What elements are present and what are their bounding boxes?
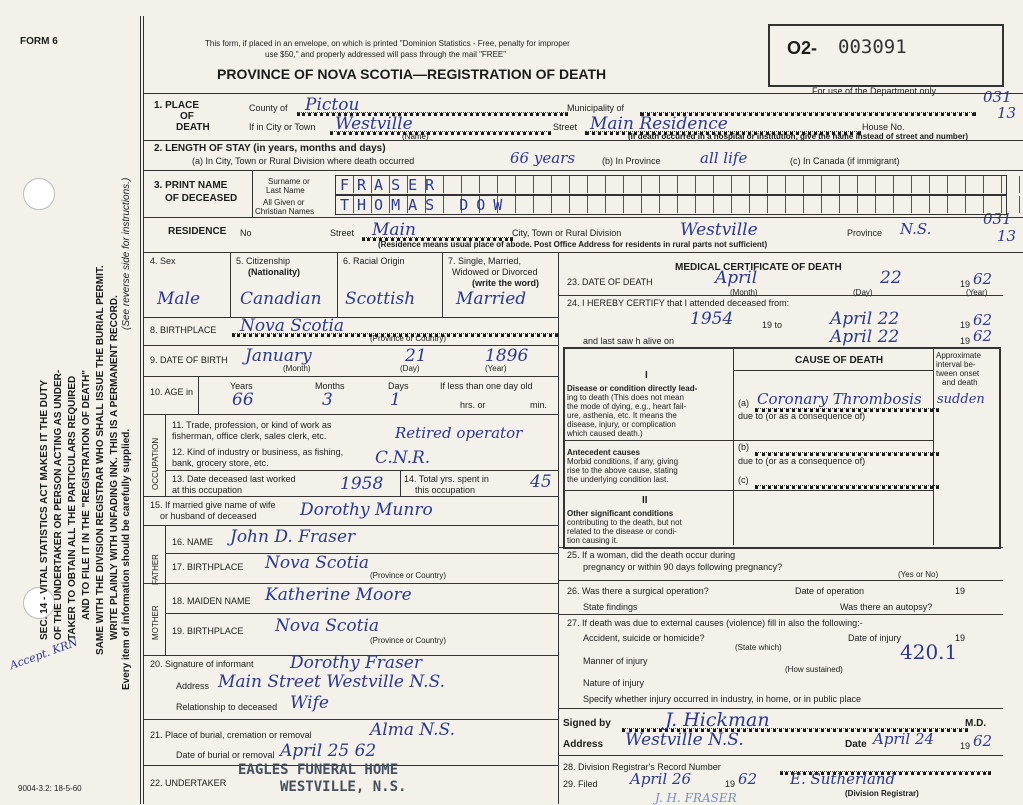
marital-label: 7. Single, Married,	[448, 256, 522, 266]
divider	[252, 170, 253, 217]
less-day-label: If less than one day old	[440, 381, 533, 391]
interval-a-value: sudden	[937, 392, 985, 407]
operation-date-label: Date of operation	[795, 586, 865, 596]
physician-address-label: Address	[563, 739, 604, 750]
physician-signature: J. Hickman	[665, 709, 770, 731]
sidebar-line-3: TAKER TO OBTAIN ALL THE PARTICULARS REQUIRED	[67, 375, 78, 640]
undertaker-label: 22. UNDERTAKER	[150, 778, 227, 788]
informant-address-label: Address	[176, 681, 210, 691]
father-name-value: John D. Fraser	[230, 527, 356, 547]
last-saw-year-prefix: 19	[960, 336, 971, 346]
other-label-3: related to the disease or condi-	[567, 527, 677, 536]
given-name-value: THOMAS DOW	[340, 196, 511, 214]
dob-day: 21	[405, 346, 427, 366]
burial-place-label: 21. Place of burial, cremation or removal	[150, 730, 312, 740]
interval-label-2: interval be-	[936, 360, 976, 369]
divider	[565, 490, 933, 491]
manner-label: Manner of injury	[583, 656, 648, 666]
certify-label: 24. I HEREBY CERTIFY that I attended deceased from:	[567, 298, 790, 308]
birthplace-label: 8. BIRTHPLACE	[150, 325, 217, 335]
birthplace-sub: (Province or Country)	[370, 334, 447, 343]
sidebar-line-2: OF THE UNDERTAKER OR PERSON ACTING AS UNDER-	[53, 369, 64, 640]
dod-year-prefix: 19	[960, 279, 971, 289]
divider	[143, 719, 558, 720]
relationship-label: Relationship to deceased	[176, 702, 278, 712]
external-label: 27. If death was due to external causes (violence) fill in also the following:-	[567, 618, 863, 628]
citizenship-label: 5. Citizenship	[236, 256, 291, 266]
dob-month-sub: (Month)	[283, 364, 311, 373]
antecedent-label-3: rise to the above cause, stating	[567, 466, 678, 475]
sidebar-line-6: WRITE PLAINLY WITH UNFADING INK. THIS IS A PERMANENT RECORD.	[109, 295, 120, 640]
stay-label: 2. LENGTH OF STAY (in years, months and days)	[154, 143, 386, 154]
divider	[143, 525, 558, 526]
burial-date-label: Date of burial or removal	[176, 750, 275, 760]
total-years-label-1: 14. Total yrs. spent in	[404, 474, 489, 484]
how-sustained-hint: (How sustained)	[785, 665, 843, 674]
last-worked-label-1: 13. Date deceased last worked	[172, 474, 296, 484]
residence-province-label: Province	[847, 228, 883, 238]
mother-birthplace-sub: (Province or Country)	[370, 636, 447, 645]
classification-code: 420.1	[900, 640, 958, 664]
residence-note: (Residence means usual place of abode. Post Office Address for residents in rural parts not sufficient)	[378, 240, 768, 249]
house-label: House No.	[862, 122, 905, 132]
funeral-home-stamp-1: EAGLES FUNERAL HOME	[238, 762, 399, 778]
disease-label-6: which caused death.)	[567, 429, 643, 438]
divider	[143, 217, 1023, 218]
findings-label: State findings	[583, 602, 638, 612]
filed-label: 29. Filed	[563, 779, 598, 789]
surname-value: FRASER	[340, 176, 443, 194]
informant-address-value: Main Street Westville N.S.	[218, 672, 446, 692]
surname-label: Surname or	[268, 177, 310, 186]
funeral-home-stamp-2: WESTVILLE, N.S.	[280, 779, 407, 795]
citizenship-value: Canadian	[240, 289, 322, 309]
interval-label-3: tween onset	[936, 369, 980, 378]
due-to-label-2: due to (or as a consequence of)	[738, 456, 866, 466]
attended-to-label: 19 to	[762, 320, 783, 330]
print-name-label-2: OF DECEASED	[165, 193, 238, 204]
age-days-label: Days	[388, 381, 409, 391]
age-years-value: 66	[232, 390, 254, 410]
cause-c-line	[755, 485, 939, 489]
physician-date-year: 62	[973, 732, 993, 750]
industry-label-2: bank, grocery store, etc.	[172, 458, 269, 468]
filed-year-prefix: 19	[725, 779, 736, 789]
cause-b-label: (b)	[738, 442, 749, 452]
relationship-value: Wife	[290, 693, 329, 713]
bottom-handwritten-note: J. H. FRASER	[655, 791, 737, 805]
antecedent-label-2: Morbid conditions, if any, giving	[567, 457, 679, 466]
divider	[933, 349, 934, 545]
print-code: 9004-3.2: 18-5-60	[18, 784, 82, 793]
divider	[230, 252, 231, 317]
sidebar-line-7: Every item of information should be carefully supplied.	[121, 428, 132, 690]
last-worked-value: 1958	[340, 474, 384, 494]
age-months-label: Months	[315, 381, 345, 391]
wife-label-1: 15. If married give name of wife	[150, 500, 276, 510]
sex-value: Male	[157, 289, 201, 309]
divider	[198, 376, 199, 414]
mother-maiden-value: Katherine Moore	[265, 585, 412, 605]
city-value: Westville	[335, 114, 413, 134]
stay-city-value: 66 years	[510, 149, 576, 167]
residence-label: RESIDENCE	[168, 226, 227, 237]
hrs-label: hrs. or	[460, 400, 486, 410]
occupation-side-label: OCCUPATION	[151, 437, 160, 490]
city-name-hint: (Name)	[402, 132, 429, 141]
interval-label-4: and death	[942, 378, 978, 387]
divider	[143, 414, 558, 415]
min-label: min.	[530, 400, 548, 410]
cause-a-value: Coronary Thrombosis	[757, 390, 922, 408]
page-title: PROVINCE OF NOVA SCOTIA—REGISTRATION OF DEATH	[217, 66, 607, 82]
divider	[558, 580, 1003, 581]
dod-year-sub: (Year)	[966, 288, 988, 297]
street-label: Street	[553, 122, 578, 132]
registrar-label: (Division Registrar)	[845, 789, 919, 798]
divider	[733, 349, 734, 545]
column-divider	[558, 252, 559, 804]
divider	[565, 440, 933, 441]
stay-city-label: (a) In City, Town or Rural Division where death occurred	[192, 156, 415, 166]
residence-no-label: No	[240, 228, 252, 238]
reg-prefix: O2-	[787, 38, 818, 58]
attended-from: 1954	[690, 309, 734, 329]
age-months-value: 3	[322, 390, 333, 410]
divider	[143, 252, 1023, 253]
interval-label-1: Approximate	[936, 351, 981, 360]
dob-year-sub: (Year)	[485, 364, 507, 373]
total-years-value: 45	[530, 472, 552, 492]
dob-label: 9. DATE OF BIRTH	[150, 355, 228, 365]
age-days-value: 1	[390, 390, 401, 410]
divider	[442, 252, 443, 317]
divider	[165, 613, 558, 614]
industry-label-1: 12. Kind of industry or business, as fishing,	[172, 447, 344, 457]
mother-side-label: MOTHER	[151, 605, 160, 640]
physician-date-value: April 24	[873, 730, 935, 748]
yes-no-hint: (Yes or No)	[898, 570, 939, 579]
divider	[165, 470, 558, 471]
dod-month: April	[715, 268, 758, 288]
trade-label-1: 11. Trade, profession, or kind of work as	[172, 420, 332, 430]
divider	[337, 252, 338, 317]
reg-number: 003091	[838, 36, 907, 58]
signed-by-label: Signed by	[563, 718, 611, 729]
father-name-label: 16. NAME	[172, 537, 214, 547]
woman-label-1: 25. If a woman, did the death occur during	[567, 550, 736, 560]
physician-date-year-prefix: 19	[960, 741, 971, 751]
marital-value: Married	[456, 289, 527, 309]
stay-canada-label: (c) In Canada (if immigrant)	[790, 156, 900, 166]
sex-label: 4. Sex	[150, 256, 176, 266]
department-use-label: For use of the Department only	[812, 86, 937, 96]
place-label-3: DEATH	[176, 122, 210, 133]
divider	[143, 583, 558, 584]
city-label: If in City or Town	[249, 122, 316, 132]
dob-day-sub: (Day)	[400, 364, 420, 373]
md-label: M.D.	[965, 718, 987, 729]
father-birthplace-label: 17. BIRTHPLACE	[172, 562, 244, 572]
last-saw-value: April 22	[830, 327, 900, 347]
dod-day: 22	[880, 268, 902, 288]
place-label-2: OF	[180, 111, 194, 122]
nature-label: Nature of injury	[583, 678, 645, 688]
city-line	[330, 131, 551, 135]
informant-sig-label: 20. Signature of informant	[150, 659, 254, 669]
father-birthplace-sub: (Province or Country)	[370, 571, 447, 580]
stay-province-value: all life	[700, 149, 748, 167]
divider	[558, 614, 1003, 615]
birthplace-value: Nova Scotia	[240, 316, 345, 336]
last-saw-year: 62	[973, 327, 993, 345]
wife-label-2: or husband of deceased	[160, 511, 257, 521]
margin-note: Accept. KRN	[8, 635, 80, 673]
given-name-grid	[335, 195, 1007, 215]
cod-heading: CAUSE OF DEATH	[795, 355, 884, 366]
dept-code-3: 031	[983, 210, 1012, 228]
divider	[143, 140, 1023, 141]
due-to-label-1: due to (or as a consequence of)	[738, 411, 866, 421]
wife-value: Dorothy Munro	[300, 500, 433, 520]
physician-address-value: Westville N.S.	[625, 730, 744, 750]
father-side-label: FATHER	[151, 554, 160, 585]
divider	[558, 708, 1003, 709]
sidebar-line-1: SEC. 14 - VITAL STATISTICS ACT MAKES IT THE DUTY	[39, 379, 50, 640]
other-label-1: Other significant conditions	[567, 509, 674, 518]
registration-number-box	[768, 24, 1004, 87]
residence-city-value: Westville	[680, 220, 758, 240]
medical-heading: MEDICAL CERTIFICATE OF DEATH	[675, 262, 842, 273]
divider	[558, 295, 1003, 296]
marital-label-2: Widowed or Divorced	[452, 267, 538, 277]
racial-label: 6. Racial Origin	[343, 256, 405, 266]
sidebar-line-5: SAME WITH THE DIVISION REGISTRAR WHO SHALL ISSUE THE BURIAL PERMIT.	[95, 265, 106, 655]
accident-label: Accident, suicide or homicide?	[583, 633, 705, 643]
given-label: All Given or	[263, 198, 305, 207]
divider	[143, 170, 1023, 171]
postage-notice-2: use $50," and properly addressed will pass through the mail "FREE"	[265, 50, 507, 59]
other-label-4: tion causing it.	[567, 536, 619, 545]
mother-maiden-label: 18. MAIDEN NAME	[172, 596, 251, 606]
antecedent-label-4: the underlying condition last.	[567, 475, 669, 484]
woman-label-2: pregnancy or within 90 days following pregnancy?	[583, 562, 783, 572]
municipality-label: Municipality of	[567, 103, 625, 113]
dept-code-2: 13	[997, 104, 1017, 122]
total-years-label-2: this occupation	[415, 485, 476, 495]
divider	[143, 376, 558, 377]
attended-to: April 22	[830, 309, 900, 329]
punch-hole-top	[23, 178, 55, 210]
burial-date-value: April 25 62	[280, 741, 377, 761]
divider	[558, 755, 1003, 756]
burial-place-value: Alma N.S.	[370, 720, 456, 740]
father-birthplace-value: Nova Scotia	[265, 553, 370, 573]
attended-to-year: 62	[973, 311, 993, 329]
industry-home-label: Specify whether injury occurred in industry, in home, or in public place	[583, 694, 861, 704]
last-saw-label: and last saw h alive on	[583, 336, 675, 346]
given-label-2: Christian Names	[255, 207, 315, 216]
marital-label-3: (write the word)	[472, 278, 539, 288]
sidebar-line-8: (See reverse side for instructions.)	[121, 177, 132, 330]
injury-date-label: Date of injury	[848, 633, 902, 643]
trade-label-2: fisherman, office clerk, sales clerk, etc.	[172, 431, 327, 441]
racial-value: Scottish	[345, 289, 416, 309]
dod-label: 23. DATE OF DEATH	[567, 277, 653, 287]
record-number-label: 28. Division Registrar's Record Number	[563, 762, 721, 772]
surname-grid	[335, 175, 1007, 195]
mother-birthplace-label: 19. BIRTHPLACE	[172, 626, 244, 636]
divider	[165, 525, 166, 655]
disease-label-1: Disease or condition directly lead-	[567, 384, 698, 393]
disease-label-5: disease, injury, or complication	[567, 420, 676, 429]
divider	[143, 496, 558, 497]
dod-month-sub: (Month)	[730, 288, 758, 297]
place-label-1: 1. PLACE	[154, 100, 200, 111]
filed-year: 62	[738, 770, 758, 788]
antecedent-label-1: Antecedent causes	[567, 448, 640, 457]
trade-value: Retired operator	[395, 424, 523, 442]
age-years-label: Years	[230, 381, 253, 391]
county-label: County of	[249, 103, 288, 113]
print-name-label-1: 3. PRINT NAME	[154, 180, 228, 191]
divider	[143, 317, 558, 318]
part-one-label: I	[645, 370, 648, 381]
dob-year: 1896	[485, 346, 529, 366]
last-worked-label-2: at this occupation	[172, 485, 243, 495]
informant-signature: Dorothy Fraser	[290, 653, 422, 673]
divider	[143, 93, 1023, 94]
registrar-signature: E. Sutherland	[790, 770, 896, 788]
divider	[733, 370, 933, 371]
dod-day-sub: (Day)	[853, 288, 873, 297]
dept-code-4: 13	[997, 227, 1017, 245]
filed-value: April 26	[630, 770, 692, 788]
residence-street-value: Main	[372, 220, 416, 240]
street-value: Main Residence	[590, 114, 728, 134]
disease-label-4: ure, asthenia, etc. It means the	[567, 411, 677, 420]
operation-year-prefix: 19	[955, 586, 966, 596]
dob-month: January	[245, 346, 312, 366]
sidebar-line-4: AND TO FILE IT IN THE "REGISTRATION OF DEATH"	[81, 369, 92, 620]
age-label: 10. AGE in	[150, 387, 194, 397]
residence-province-value: N.S.	[900, 220, 932, 238]
autopsy-label: Was there an autopsy?	[840, 602, 933, 612]
part-two-label: II	[642, 495, 648, 506]
disease-label-3: the mode of dying, e.g., heart fail-	[567, 402, 687, 411]
cause-c-label: (c)	[738, 475, 749, 485]
surname-label-2: Last Name	[266, 186, 305, 195]
left-frame-line	[143, 16, 144, 804]
residence-city-label: City, Town or Rural Division	[512, 228, 622, 238]
disease-label-2: ing to death (This does not mean	[567, 393, 684, 402]
industry-value: C.N.R.	[375, 448, 431, 468]
cause-a-label: (a)	[738, 398, 749, 408]
divider	[165, 414, 166, 496]
physician-date-label: Date	[845, 739, 867, 750]
injury-year-prefix: 19	[955, 633, 966, 643]
hospital-note: (If death occurred in a hospital or institution, give the name instead of street and number)	[628, 132, 969, 141]
county-value: Pictou	[305, 95, 360, 115]
attended-to-year-prefix: 19	[960, 320, 971, 330]
stay-province-label: (b) In Province	[602, 156, 661, 166]
state-which-hint: (State which)	[735, 643, 782, 652]
dept-code-1: 031	[983, 88, 1012, 106]
mother-birthplace-value: Nova Scotia	[275, 616, 380, 636]
left-frame-line-2	[140, 16, 141, 804]
divider	[558, 547, 1003, 548]
residence-street-label: Street	[330, 228, 355, 238]
divider	[400, 470, 401, 496]
postage-notice-1: This form, if placed in an envelope, on which is printed "Dominion Statistics - Free, penalty for improper	[205, 39, 570, 48]
other-label-2: contributing to the death, but not	[567, 518, 682, 527]
surgery-label: 26. Was there a surgical operation?	[567, 586, 709, 596]
citizenship-sub: (Nationality)	[248, 267, 301, 277]
form-number: FORM 6	[20, 36, 58, 47]
dod-year: 62	[973, 270, 993, 288]
